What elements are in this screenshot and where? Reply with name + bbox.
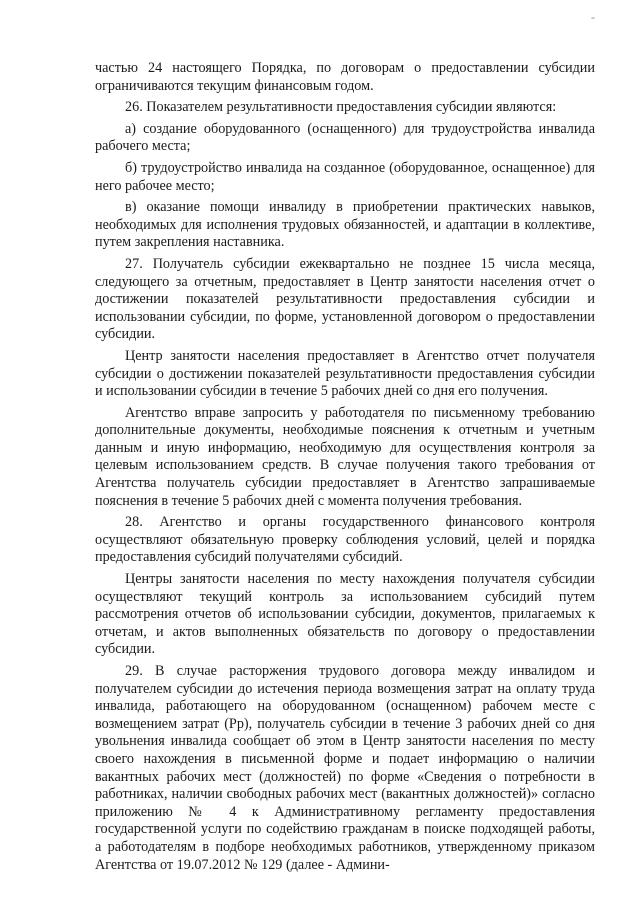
paragraph: 28. Агентство и органы государственного финансового контроля осуществляют обязательную проверку соблюдения условий, целей и порядка предоставления субсидий получателями субсидий. (95, 514, 595, 566)
paragraph: частью 24 настоящего Порядка, по договорам о предоставлении субсидии ограничиваются текущим финансовым годом. (95, 60, 595, 94)
paragraph: Центры занятости населения по месту нахождения получателя субсидии осуществляют текущий контроль за использованием субсидий путем рассмотрения отчетов об использовании субсидии, документов, прилагаемых к отчетам, и актов выполненных обязательств по договору о предоставлении субсидии. (95, 571, 595, 658)
paragraph: 26. Показателем результативности предоставления субсидии являются: (125, 99, 557, 116)
page-mark: - (591, 10, 595, 24)
paragraph: в) оказание помощи инвалиду в приобретении практических навыков, необходимых для исполнения трудовых обязанностей, и адаптации в коллективе, путем закрепления наставника. (95, 199, 595, 251)
document-body (95, 60, 595, 878)
paragraph: а) создание оборудованного (оснащенного) для трудоустройства инвалида рабочего места; (95, 120, 595, 155)
paragraph: б) трудоустройство инвалида на созданное (оборудованное, оснащенное) для него рабочее место; (95, 159, 595, 194)
paragraph: Центр занятости населения предоставляет в Агентство отчет получателя субсидии о достижении показателей результативности предоставления субсидии и использовании субсидии в течение 5 рабочих дней со дня его получения. (95, 347, 595, 400)
paragraph: 29. В случае расторжения трудового договора между инвалидом и получателем субсидии до истечения периода возмещения затрат на оплату труда инвалида, работающего на оборудованном (оснащенном) рабочем месте с возмещением затрат (Рр), получатель субсидии в течение 3 рабочих дней со дня увольнения инвалида сообщает об этом в Центр занятости населения по месту своего нахождения в письменной форме и подает информацию о наличии вакантных рабочих мест (должностей) по форме «Сведения о потребности в работниках, наличии свободных рабочих мест (вакантных должностей)» согласно приложению № 4 к Административному регламенту предоставления государственной услуги по содействию гражданам в поиске подходящей работы, а работодателям в подборе необходимых работников, утвержденному приказом Агентства от 19.07.2012 № 129 (далее - Админи- (95, 663, 595, 873)
paragraph: 27. Получатель субсидии ежеквартально не позднее 15 числа месяца, следующего за отчетным, предоставляет в Центр занятости населения отчет о достижении показателей результативности предоставления субсидии и использовании субсидии, по форме, установленной договором о предоставлении субсидии. (95, 255, 595, 343)
paragraph: Агентство вправе запросить у работодателя по письменному требованию дополнительные документы, необходимые пояснения к отчетным и учетным данным и иную информацию, необходимую для осуществления контроля за целевым использованием средств. В случае получения такого требования от Агентства получатель субсидии предоставляет в Агентство запрашиваемые пояснения в течение 5 рабочих дней с момента получения требования. (95, 404, 595, 509)
